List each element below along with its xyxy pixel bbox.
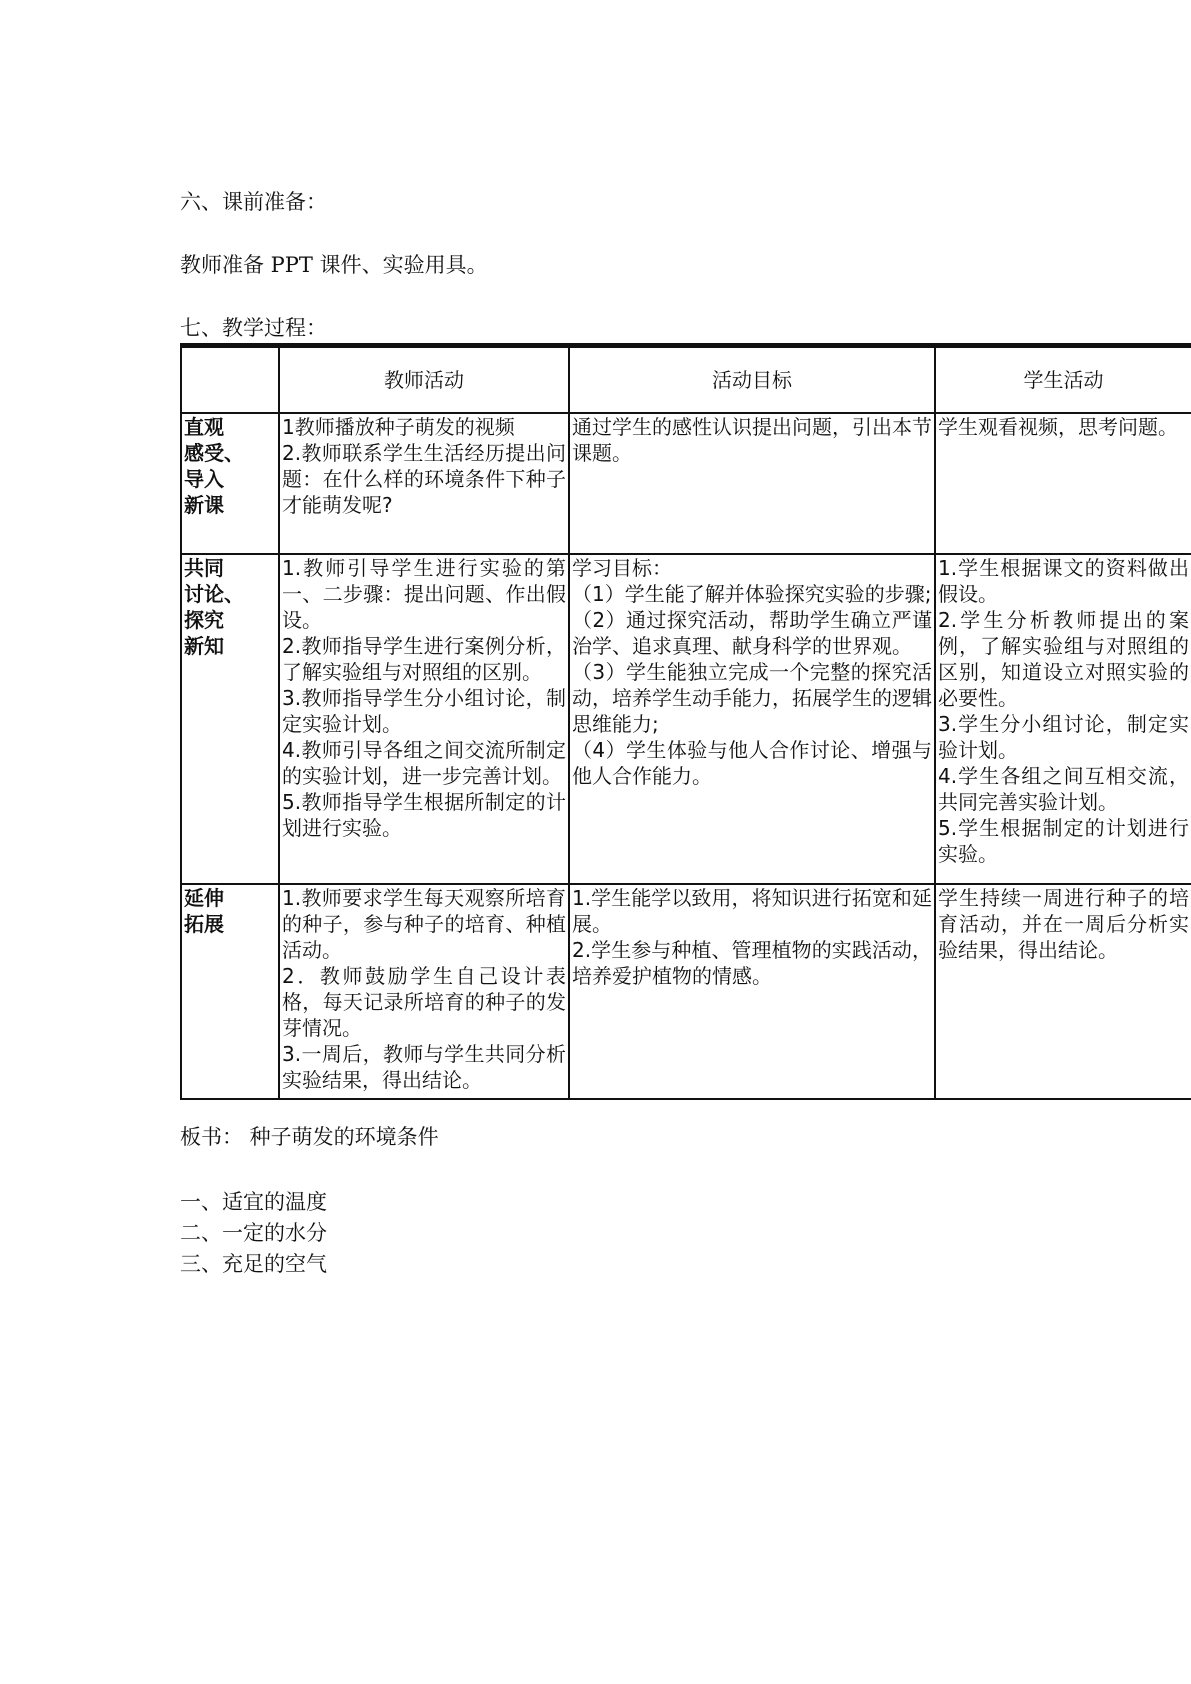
row-label-line: 直观 (184, 414, 224, 439)
teacher-item: 2．教师鼓励学生自己设计表格，每天记录所培育的种子的发芽情况。 (282, 963, 566, 1040)
teacher-item: 3.一周后，教师与学生共同分析实验结果，得出结论。 (282, 1041, 566, 1092)
teacher-activity-cell (279, 413, 569, 554)
row-label-line: 拓展 (184, 911, 224, 936)
teacher-item: 1.教师引导学生进行实验的第一、二步骤：提出问题、作出假设。 (282, 555, 566, 632)
section7-title: 七、教学过程： (180, 316, 327, 340)
teaching-process-table (180, 343, 1191, 1100)
student-item: 学生持续一周进行种子的培育活动，并在一周后分析实验结果，得出结论。 (938, 885, 1189, 962)
section6-title: 六、课前准备： (180, 190, 327, 214)
row-label-line: 共同 (184, 555, 224, 580)
header-teacher-activity: 教师活动 (279, 346, 569, 413)
table-row (181, 413, 1191, 554)
board-item: 一、适宜的温度 (180, 1190, 327, 1214)
student-item: 1.学生根据课文的资料做出假设。 (938, 555, 1189, 606)
activity-goal-cell (569, 884, 935, 1099)
section6-content: 教师准备 PPT 课件、实验用具。 (180, 253, 488, 277)
row-label-line: 新课 (184, 492, 224, 517)
row-label-line: 延伸 (184, 885, 224, 910)
table-header-row (181, 346, 1191, 413)
row-label-line: 感受、 (184, 440, 244, 465)
student-item: 5.学生根据制定的计划进行实验。 (938, 815, 1189, 866)
goal-item: 通过学生的感性认识提出问题，引出本节课题。 (572, 414, 932, 465)
activity-goal-cell (569, 413, 935, 554)
goal-item: 1.学生能学以致用，将知识进行拓宽和延展。 (572, 885, 932, 936)
board-item: 二、一定的水分 (180, 1221, 327, 1245)
row-label-line: 探究 (184, 607, 224, 632)
student-item: 2.学生分析教师提出的案例，了解实验组与对照组的区别，知道设立对照实验的必要性。 (938, 607, 1189, 710)
row-label-line: 讨论、 (184, 581, 244, 606)
activity-goal-cell (569, 554, 935, 884)
header-student-activity: 学生活动 (935, 346, 1191, 413)
header-activity-goal: 活动目标 (569, 346, 935, 413)
student-activity-cell (935, 413, 1191, 554)
student-activity-cell (935, 554, 1191, 884)
teacher-activity-cell (279, 554, 569, 884)
teacher-item: 1教师播放种子萌发的视频 (282, 414, 515, 439)
student-activity-cell (935, 884, 1191, 1099)
row-label (181, 884, 279, 1099)
goal-item: 2.学生参与种植、管理植物的实践活动，培养爱护植物的情感。 (572, 937, 932, 988)
teacher-activity-cell (279, 884, 569, 1099)
teacher-item: 2.教师联系学生生活经历提出问题：在什么样的环境条件下种子才能萌发呢? (282, 440, 566, 517)
goal-item: 学习目标： (572, 555, 672, 580)
teacher-item: 4.教师引导各组之间交流所制定的实验计划，进一步完善计划。 (282, 737, 566, 788)
goal-item: （4）学生体验与他人合作讨论、增强与他人合作能力。 (572, 737, 932, 788)
student-item: 学生观看视频，思考问题。 (938, 414, 1178, 439)
teacher-item: 5.教师指导学生根据所制定的计划进行实验。 (282, 789, 566, 840)
student-item: 3.学生分小组讨论，制定实验计划。 (938, 711, 1189, 762)
board-item: 三、充足的空气 (180, 1252, 327, 1276)
row-label (181, 554, 279, 884)
header-empty (181, 346, 279, 413)
table-row (181, 554, 1191, 884)
student-item: 4.学生各组之间互相交流，共同完善实验计划。 (938, 763, 1189, 814)
teacher-item: 3.教师指导学生分小组讨论，制定实验计划。 (282, 685, 566, 736)
row-label-line: 新知 (184, 633, 224, 658)
row-label-line: 导入 (184, 466, 224, 491)
goal-item: （2）通过探究活动，帮助学生确立严谨治学、追求真理、献身科学的世界观。 (572, 607, 932, 658)
table-row (181, 884, 1191, 1099)
teacher-item: 2.教师指导学生进行案例分析，了解实验组与对照组的区别。 (282, 633, 566, 684)
goal-item: （1）学生能了解并体验探究实验的步骤; (572, 581, 932, 606)
goal-item: （3）学生能独立完成一个完整的探究活动，培养学生动手能力，拓展学生的逻辑思维能力; (572, 659, 932, 736)
teacher-item: 1.教师要求学生每天观察所培育的种子，参与种子的培育、种植活动。 (282, 885, 566, 962)
board-title: 板书： 种子萌发的环境条件 (180, 1125, 439, 1149)
row-label (181, 413, 279, 554)
